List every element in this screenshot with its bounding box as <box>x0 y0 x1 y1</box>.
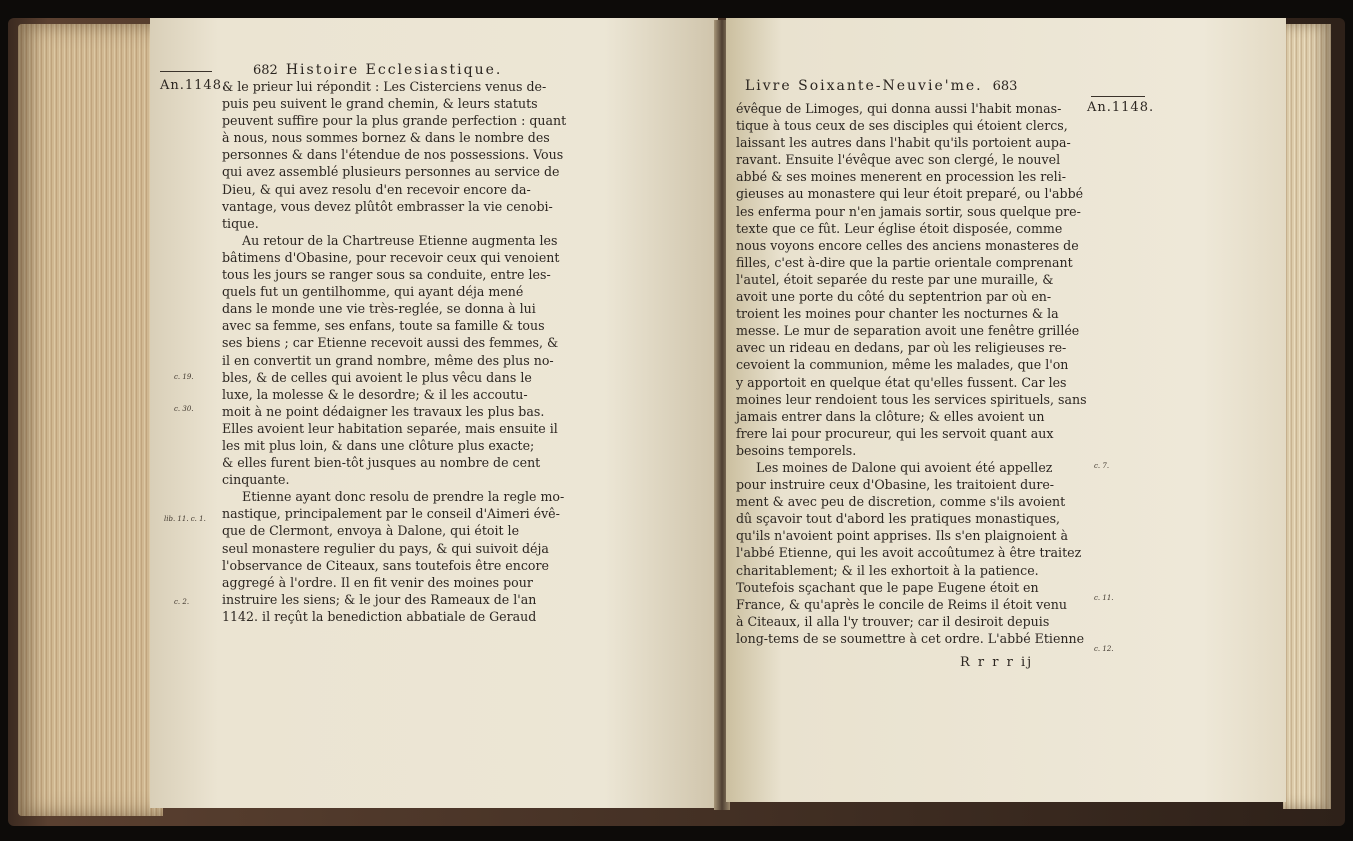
right-text-line: moines leur rendoient tous les services spirituels, sans <box>736 391 1087 407</box>
left-page-edges <box>18 24 163 816</box>
left-text-line: que de Clermont, envoya à Dalone, qui étoit le <box>222 523 520 539</box>
left-text-line: moit à ne point dédaigner les travaux les plus bas. <box>222 403 545 419</box>
right-text-line: ment & avec peu de discretion, comme s'ils avoient <box>736 494 1066 510</box>
left-text-line: puis peu suivent le grand chemin, & leurs statuts <box>222 96 538 112</box>
right-head-rule <box>1091 96 1145 97</box>
left-margin-note-1: c. 19. <box>174 373 194 381</box>
right-text-line: pour instruire ceux d'Obasine, les traitoient dure- <box>736 477 1055 493</box>
left-text-line: personnes & dans l'étendue de nos possessions. Vous <box>222 147 564 163</box>
right-text-line: gieuses au monastere qui leur étoit preparé, ou l'abbé <box>736 186 1084 202</box>
left-text-line: Dieu, & qui avez resolu d'en recevoir encore da- <box>222 181 531 197</box>
right-text-line: avec un rideau en dedans, par où les religieuses re- <box>736 340 1067 356</box>
left-text-line: seul monastere regulier du pays, & qui suivoit déja <box>222 540 549 556</box>
right-body-text <box>736 100 1087 647</box>
right-text-line: les enferma pour n'en jamais sortir, sous quelque pre- <box>736 203 1081 219</box>
left-text-line: quels fut un gentilhomme, qui ayant déja mené <box>222 284 524 300</box>
left-margin-note-2: c. 30. <box>174 405 194 413</box>
right-text-line: long-tems de se soumettre à cet ordre. L'abbé Etienne <box>736 630 1085 646</box>
left-text-line: & le prieur lui répondit : Les Cisterciens venus de- <box>222 79 547 94</box>
left-text-line: Au retour de la Chartreuse Etienne augmenta les <box>242 232 558 248</box>
right-text-line: Toutefois sçachant que le pape Eugene étoit en <box>736 579 1039 595</box>
right-text-line: France, & qu'après le concile de Reims il étoit venu <box>736 596 1067 612</box>
left-page-number: 682 <box>253 63 278 78</box>
right-text-line: troient les moines pour chanter les nocturnes & la <box>736 306 1059 322</box>
right-text-line: Les moines de Dalone qui avoient été appellez <box>756 459 1053 475</box>
right-text-line: nous voyons encore celles des anciens monasteres de <box>736 237 1079 253</box>
right-margin-note-3: c. 12. <box>1094 645 1114 653</box>
right-text-line: avoit une porte du côté du septentrion par où en- <box>736 289 1052 305</box>
left-text-line: instruire les siens; & le jour des Rameaux de l'an <box>222 591 537 607</box>
right-text-line: y apportoit en quelque état qu'elles fussent. Car les <box>736 374 1067 390</box>
left-text-line: tique. <box>222 215 259 231</box>
left-text-line: les mit plus loin, & dans une clôture plus exacte; <box>222 437 535 453</box>
left-text-line: cinquante. <box>222 472 290 488</box>
right-text-line: charitablement; & il les exhortoit à la patience. <box>736 562 1039 578</box>
left-text-line: Elles avoient leur habitation separée, mais ensuite il <box>222 420 558 436</box>
left-text-line: à nous, nous sommes bornez & dans le nombre des <box>222 130 550 146</box>
right-text-line: laissant les autres dans l'habit qu'ils portoient aupa- <box>736 135 1071 151</box>
right-text-line: frere lai pour procureur, qui les servoit quant aux <box>736 425 1054 441</box>
right-text-line: abbé & ses moines menerent en procession les reli- <box>736 169 1066 185</box>
left-text-line: 1142. il reçût la benediction abbatiale de Geraud <box>222 608 537 624</box>
right-text-line: cevoient la communion, même les malades, que l'on <box>736 357 1069 373</box>
right-text-line: évêque de Limoges, qui donna aussi l'habit monas- <box>736 101 1062 116</box>
left-text-line: tous les jours se ranger sous sa conduite, entre les- <box>222 267 551 283</box>
right-text-line: besoins temporels. <box>736 442 857 458</box>
right-text-line: jamais entrer dans la clôture; & elles avoient un <box>736 408 1045 424</box>
left-text-line: peuvent suffire pour la plus grande perfection : quant <box>222 113 567 129</box>
right-text-line: messe. Le mur de separation avoit une fenêtre grillée <box>736 323 1080 339</box>
left-text-line: bâtimens d'Obasine, pour recevoir ceux qui venoient <box>222 249 560 265</box>
right-text-line: ravant. Ensuite l'évêque avec son clergé, le nouvel <box>736 152 1061 168</box>
left-text-line: nastique, principalement par le conseil d'Aimeri évê- <box>222 506 560 522</box>
right-text-line: dû sçavoir tout d'abord les pratiques monastiques, <box>736 511 1061 527</box>
left-text-line: dans le monde une vie très-reglée, se donna à lui <box>222 301 536 317</box>
right-text-line: tique à tous ceux de ses disciples qui étoient clercs, <box>736 118 1068 134</box>
right-text-line: qu'ils n'avoient point apprises. Ils s'en plaignoient à <box>736 528 1069 544</box>
left-text-line: l'observance de Citeaux, sans toutefois être encore <box>222 557 549 573</box>
right-text-line: filles, c'est à-dire que la partie orientale comprenant <box>736 254 1073 270</box>
left-text-line: Etienne ayant donc resolu de prendre la regle mo- <box>242 489 565 505</box>
right-year-label: An.1148. <box>1087 100 1155 115</box>
right-text-line: à Citeaux, il alla l'y trouver; car il desiroit depuis <box>736 613 1050 629</box>
left-text-line: aggregé à l'ordre. Il en fit venir des moines pour <box>222 574 533 590</box>
right-text-line: l'abbé Etienne, qui les avoit accoûtumez à être traitez <box>736 545 1082 561</box>
left-running-title: Histoire Ecclesiastique. <box>285 62 503 78</box>
left-text-line: ses biens ; car Etienne recevoit aussi des femmes, & <box>222 335 559 351</box>
left-text-line: il en convertit un grand nombre, même des plus no- <box>222 352 554 368</box>
left-margin-note-4: c. 2. <box>174 598 190 606</box>
signature-mark: R r r r ij <box>960 655 1034 670</box>
right-text-line: texte que ce fût. Leur église étoit disposée, comme <box>736 220 1063 236</box>
left-head-rule <box>160 71 212 72</box>
left-running-head <box>253 62 502 78</box>
left-margin-note-3: lib. 11. c. 1. <box>164 515 206 523</box>
right-running-head <box>745 78 1017 94</box>
left-text-line: qui avez assemblé plusieurs personnes au service de <box>222 164 560 180</box>
left-text-line: avec sa femme, ses enfans, toute sa famille & tous <box>222 318 545 334</box>
left-text-line: luxe, la molesse & le desordre; & il les accoutu- <box>222 386 528 402</box>
left-text-line: vantage, vous devez plûtôt embrasser la vie cenobi- <box>222 198 553 214</box>
right-page-edges <box>1283 24 1331 809</box>
right-margin-note-1: c. 7. <box>1094 462 1110 470</box>
left-body-text <box>222 78 566 625</box>
left-year-label: An.1148. <box>160 78 228 93</box>
right-running-title: Livre Soixante-Neuvie'me. <box>745 78 983 94</box>
left-text-line: & elles furent bien-tôt jusques au nombre de cent <box>222 455 541 471</box>
right-page-number: 683 <box>992 79 1018 94</box>
right-text-line: l'autel, étoit separée du reste par une muraille, & <box>736 271 1054 287</box>
left-text-line: bles, & de celles qui avoient le plus vêcu dans le <box>222 369 532 385</box>
right-margin-note-2: c. 11. <box>1094 594 1114 602</box>
